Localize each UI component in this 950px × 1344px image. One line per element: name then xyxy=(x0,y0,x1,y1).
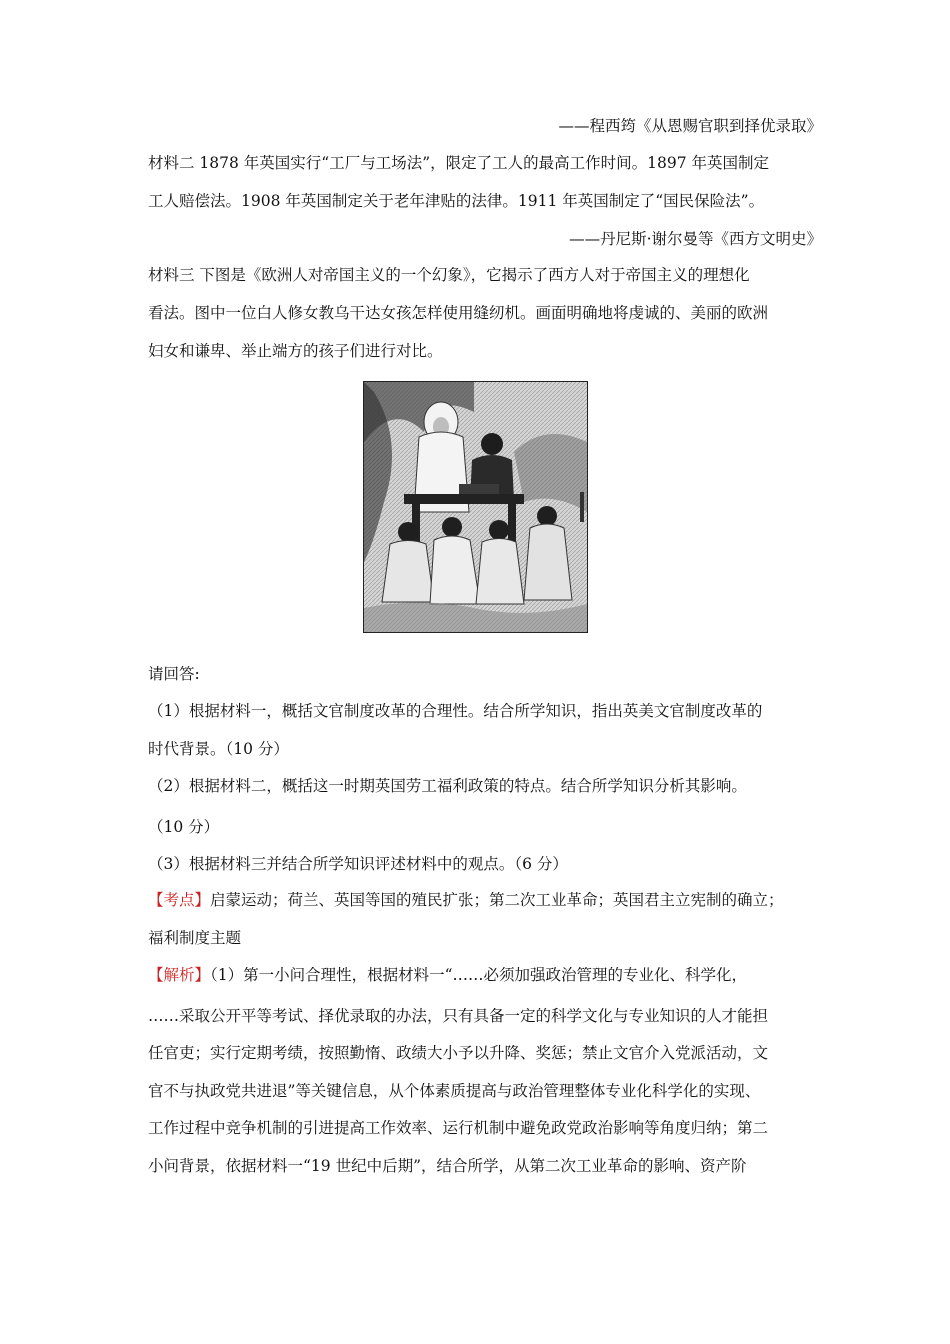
kaodian-line2: 福利制度主题 xyxy=(148,929,242,947)
jiexi-line5: 工作过程中竞争机制的引进提高工作效率、运行机制中避免政党政治影响等角度归纳；第二 xyxy=(148,1119,769,1137)
jiexi-line2: ……采取公开平等考试、择优录取的办法，只有具备一定的科学文化与专业知识的人才能担 xyxy=(148,1007,769,1025)
questions-prompt: 请回答: xyxy=(148,665,200,683)
kaodian-text: 启蒙运动；荷兰、英国等国的殖民扩张；第二次工业革命；英国君主立宪制的确立； xyxy=(210,891,784,909)
question-3: （3）根据材料三并结合所学知识评述材料中的观点。（6 分） xyxy=(148,855,568,873)
jiexi-tag: 【解析】 xyxy=(148,966,211,984)
kaodian-line1 xyxy=(148,890,784,910)
material2-line1: 材料二 1878 年英国实行“工厂与工场法”，限定了工人的最高工作时间。1897 年英国制定 xyxy=(148,154,770,172)
jiexi-line6: 小问背景，依据材料一“19 世纪中后期”，结合所学，从第二次工业革命的影响、资产阶 xyxy=(148,1157,747,1175)
material2-line2: 工人赔偿法。1908 年英国制定关于老年津贴的法律。1911 年英国制定了“国民保险法”。 xyxy=(148,192,765,210)
question-2-line2: （10 分） xyxy=(148,818,220,836)
jiexi-line4: 官不与执政党共进退”等关键信息，从个体素质提高与政治管理整体专业化科学化的实现、 xyxy=(148,1082,761,1100)
nun-sewing-machine-illustration xyxy=(363,381,588,633)
jiexi-line3: 任官吏；实行定期考绩，按照勤惰、政绩大小予以升降、奖惩；禁止文官介入党派活动，文 xyxy=(148,1044,769,1062)
question-1-line2: 时代背景。（10 分） xyxy=(148,740,289,758)
material3-line2: 看法。图中一位白人修女教乌干达女孩怎样使用缝纫机。画面明确地将虔诚的、美丽的欧洲 xyxy=(148,304,769,322)
jiexi-line1 xyxy=(148,965,747,985)
kaodian-tag: 【考点】 xyxy=(148,891,211,909)
material3-line1: 材料三 下图是《欧洲人对帝国主义的一个幻象》，它揭示了西方人对于帝国主义的理想化 xyxy=(148,266,750,284)
question-2-line1: （2）根据材料二，概括这一时期英国劳工福利政策的特点。结合所学知识分析其影响。 xyxy=(148,777,747,795)
material3-line3: 妇女和谦卑、举止端方的孩子们进行对比。 xyxy=(148,342,443,360)
material2-source: ——丹尼斯·谢尔曼等《西方文明史》 xyxy=(569,230,822,248)
question-1-line1: （1）根据材料一，概括文官制度改革的合理性。结合所学知识，指出英美文官制度改革的 xyxy=(148,702,763,720)
jiexi-text: （1）第一小问合理性，根据材料一“……必须加强政治管理的专业化、科学化， xyxy=(210,966,748,984)
material1-source: ——程西筠《从恩赐官职到择优录取》 xyxy=(558,117,822,135)
